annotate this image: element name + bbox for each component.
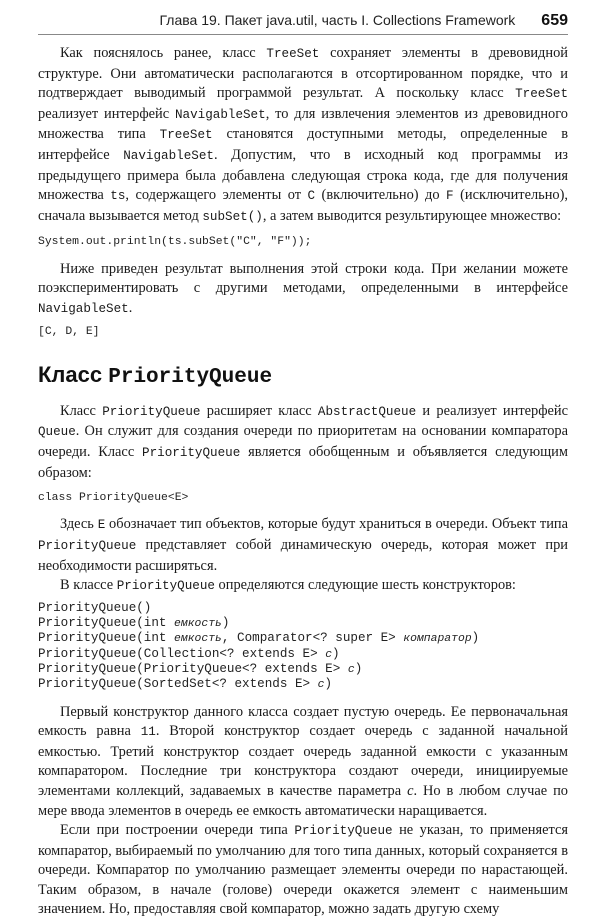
text-run: определяются следующие шесть конструкторов: [214, 577, 516, 594]
text-run: . Второй конструктор создает очередь с заданной начальной емкостью. Третий конструктор создает очередь заданной емкости с указанным компаратором. Последние три конструктора создают очереди, инициируемые элементами коллекций, задаваемых в качестве параметра [38, 723, 568, 799]
text-run: . Он служит для создания очереди по приоритетам на основании компаратора очереди. Класс [38, 423, 568, 460]
inline-code: NavigableSet [174, 107, 266, 122]
section-heading [38, 362, 568, 391]
inline-code: subSet() [202, 209, 263, 224]
inline-code: F [446, 189, 454, 204]
text-run: расширяет класс [200, 402, 318, 419]
inline-code: TreeSet [266, 47, 320, 61]
placeholder-italic: емкость [174, 618, 222, 631]
text-run: представляет собой динамическую очередь, которая может при необходимости расширяться. [38, 536, 568, 574]
inline-code: 11 [140, 725, 156, 740]
text-run: реализует интерфейс [38, 105, 175, 122]
page-content [38, 44, 568, 920]
inline-code: PriorityQueue() [38, 600, 152, 615]
code-line [38, 631, 568, 646]
inline-code: ts [110, 189, 126, 204]
text-run: и реализует интерфейс [416, 402, 568, 419]
inline-code: PriorityQueue [116, 579, 215, 594]
inline-code: AbstractQueue [317, 404, 417, 419]
page-number: 659 [541, 12, 568, 29]
running-header [0, 12, 568, 30]
text-run: становятся доступными методы, определенные в интерфейсе [38, 126, 568, 163]
text-run: . Но в любом случае по мере ввода элементов в очередь ее емкость автоматически наращивается. [38, 782, 568, 819]
text-run: В классе [60, 577, 117, 594]
inline-code: E [97, 518, 106, 533]
header-rule [38, 34, 568, 35]
inline-code: PriorityQueue(SortedSet<? extends E> [38, 677, 318, 692]
inline-code: NavigableSet [123, 148, 214, 163]
code-line [38, 677, 568, 692]
paragraph-result-note [38, 260, 568, 320]
inline-code: PriorityQueue [102, 404, 201, 419]
text-run: . [128, 299, 133, 316]
text-run: Если при построении очереди типа [60, 822, 295, 839]
heading-class-name: PriorityQueue [108, 365, 273, 389]
paragraph-priorityqueue-intro [38, 402, 568, 483]
running-title: Глава 19. Пакет java.util, часть I. Collections Framework [159, 12, 516, 28]
text-run: , содержащего элементы от [125, 187, 308, 204]
placeholder-italic: c [325, 648, 333, 661]
text-run: Как пояснялось ранее, класс [60, 45, 267, 61]
text-run: Здесь [60, 516, 98, 533]
paragraph-constructors-explained [38, 703, 568, 822]
inline-code: ) [332, 646, 340, 661]
text-run: Ниже приведен результат выполнения этой строки кода. При желании можете поэкспериментировать с другими методами, определенными в интерфейсе [38, 260, 568, 297]
code-output: [C, D, E] [38, 326, 100, 339]
placeholder-italic: c [317, 679, 325, 692]
inline-code: C [307, 189, 316, 204]
code-line [38, 616, 568, 631]
placeholder-italic: с [407, 782, 414, 799]
paragraph-type-e [38, 515, 568, 576]
inline-code: PriorityQueue [142, 445, 241, 460]
paragraph-treeset-intro [38, 44, 568, 227]
placeholder-italic: емкость [174, 633, 222, 646]
inline-code: PriorityQueue [38, 538, 137, 553]
placeholder-italic: c [347, 663, 355, 676]
text-run: (исключительно), сначала вызывается метод [38, 187, 568, 224]
placeholder-italic: компаратор [403, 633, 472, 646]
text-run: , то для извлечения элементов из древовидного множества типа [38, 105, 568, 143]
code-line [38, 662, 568, 677]
heading-prefix: Класс [38, 361, 109, 387]
text-run: Первый конструктор данного класса создает пустую очередь. Ее первоначальная емкость равна [38, 703, 568, 740]
code-subset-call: System.out.println(ts.subSet("C", "F")); [38, 236, 312, 249]
inline-code: Queue [38, 425, 76, 440]
text-run: , а затем выводится результирующее множество: [262, 207, 562, 224]
inline-code: NavigableSet [38, 301, 129, 316]
code-constructors [38, 601, 568, 693]
inline-code: , Comparator<? super E> [221, 631, 404, 646]
inline-code: PriorityQueue [294, 824, 393, 839]
paragraph-constructors-intro [38, 576, 568, 597]
text-run: сохраняет элементы в древовидной структуре. Они автоматически располагаются в отсортированном порядке, что и подтверждает выводимый программой результат. А поскольку класс [38, 45, 568, 102]
text-run: Класс [60, 402, 103, 419]
inline-code: PriorityQueue(int [38, 631, 175, 646]
text-run: обозначает тип объектов, которые будут храниться в очереди. Объект типа [105, 516, 569, 533]
inline-code: PriorityQueue(PriorityQueue<? extends E> [38, 661, 348, 676]
text-run: . Допустим, что в исходный код программы из предыдущего примера была добавлена следующая строка кода, где для получения множества [38, 146, 568, 204]
text-run: является обобщенным и объявляется следующим образом: [38, 443, 568, 481]
inline-code: PriorityQueue(int [38, 616, 175, 631]
inline-code: TreeSet [159, 128, 213, 143]
code-class-declaration: class PriorityQueue<E> [38, 492, 189, 505]
inline-code: PriorityQueue(Collection<? extends E> [38, 646, 326, 661]
inline-code: ) [471, 631, 480, 646]
inline-code: ) [221, 616, 230, 631]
code-line [38, 601, 568, 616]
inline-code: ) [354, 661, 363, 676]
inline-code: TreeSet [515, 87, 568, 102]
code-line [38, 647, 568, 662]
text-run: не указан, то применяется компаратор, выбираемый по умолчанию для того типа данных, который сохраняется в очереди. Компаратор по умолчанию размещает элементы очереди по нарастающей. Таким образом, в начале (голове) очереди окажется элемент с наименьшим значением. Но, предоставляя свой компаратор, можно задать другую схему [38, 822, 568, 918]
inline-code: ) [324, 677, 333, 692]
text-run: (включительно) до [315, 187, 447, 204]
paragraph-comparator [38, 821, 568, 920]
